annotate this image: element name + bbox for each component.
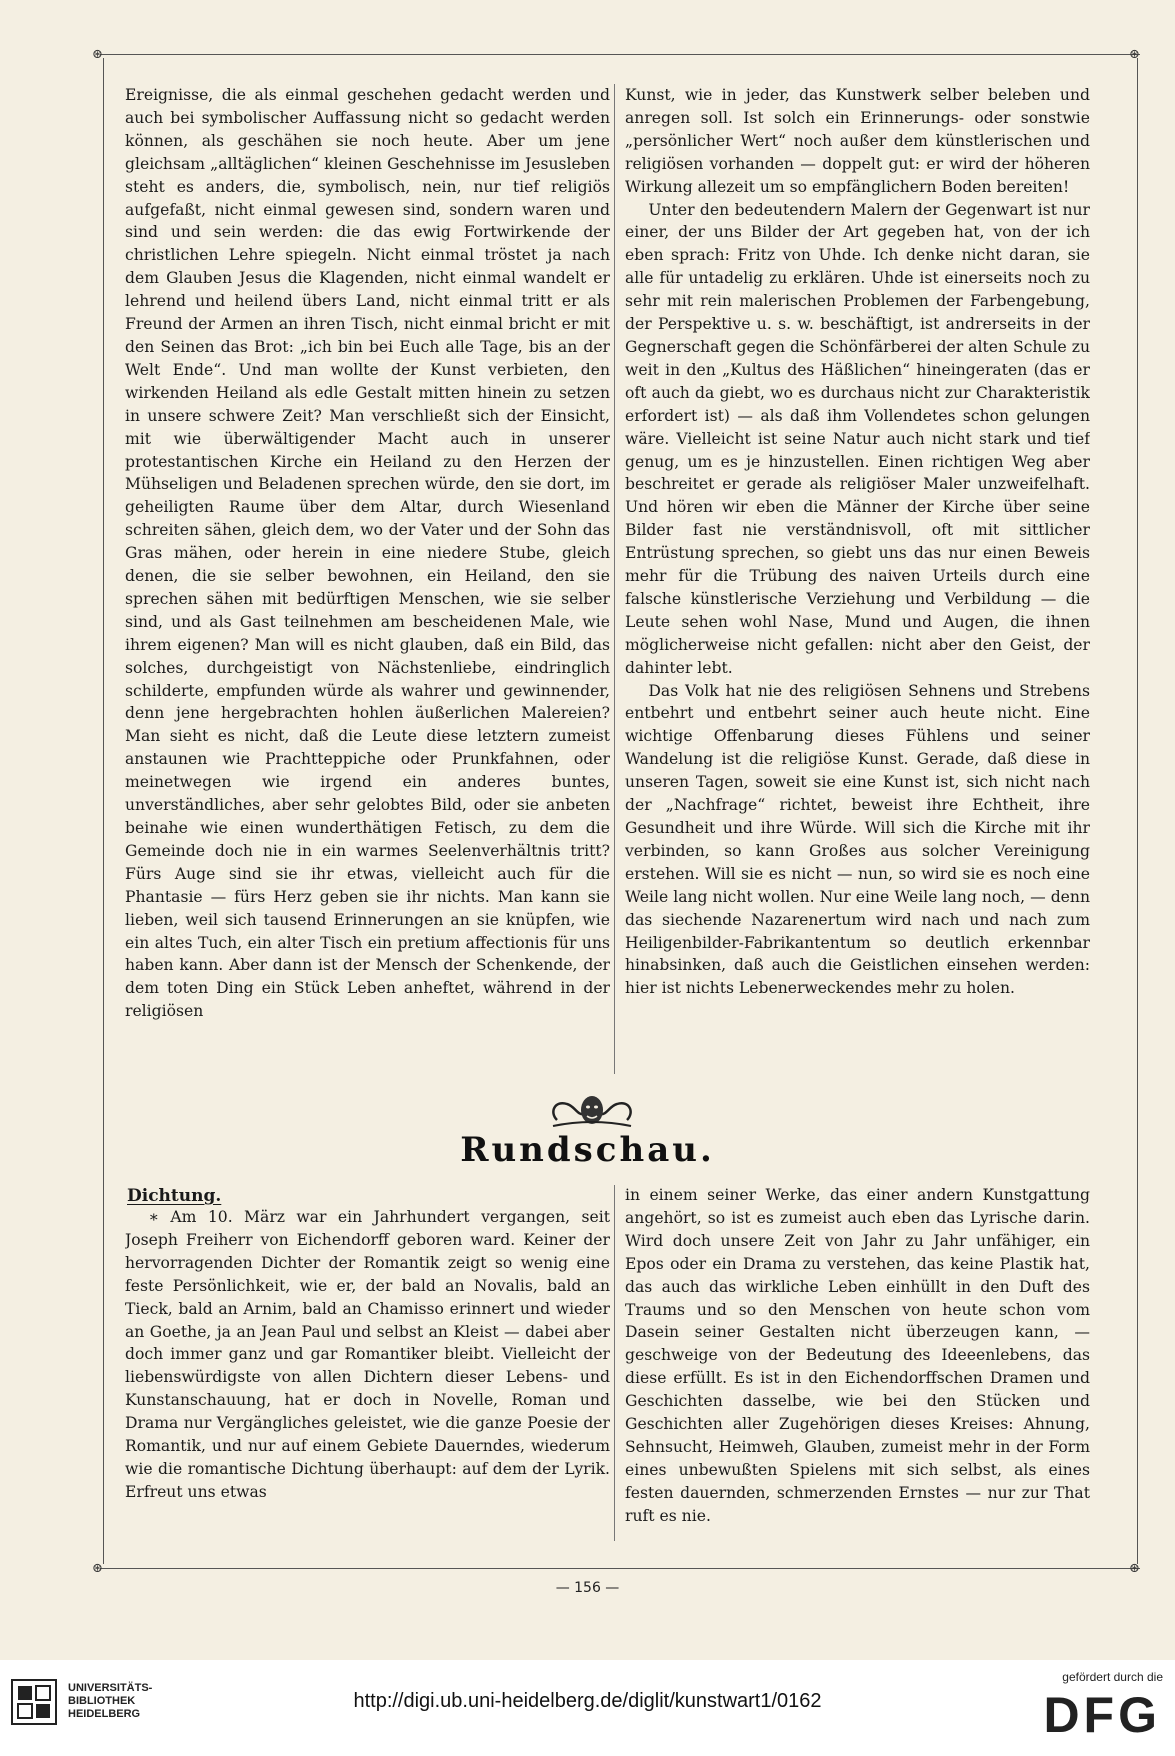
corner-ornament-icon: ⊛: [1129, 47, 1140, 62]
corner-ornament-icon: ⊛: [92, 47, 103, 62]
corner-ornament-icon: ⊛: [92, 1561, 103, 1576]
footer-bar: [0, 1660, 1175, 1756]
funding-label: gefördert durch die: [1062, 1670, 1163, 1684]
frame-right-rule: [1137, 58, 1138, 1564]
column-divider: [614, 84, 615, 1074]
paragraph: ∗ Am 10. März war ein Jahrhundert vergangen, seit Joseph Freiherr von Eichendorff geboren ward. Keiner der hervorragenden Dichter der Romantik zeigt so wenig eine feste Persönlichkeit, wie er, der bald an Novalis, bald an Tieck, bald an Arnim, bald an Chamisso erinnert und wieder an Goethe, ja an Jean Paul und selbst an Kleist — dabei aber doch immer ganz und gar Romantiker bleibt. Vielleicht der liebenswürdigste von allen Dichtern dieser Lebens- und Kunstanschauung, hat er doch in Novelle, Roman und Drama nur Vergängliches geleistet, wie die ganze Poesie der Romantik, und nur auf einem Gebiete Dauerndes, wiederum wie die romantische Dichtung überhaupt: auf dem der Lyrik. Erfreut uns etwas: [125, 1208, 610, 1501]
frame-top-rule: [100, 54, 1140, 55]
dfg-logo: DFG: [1043, 1687, 1161, 1743]
source-url[interactable]: http://digi.ub.uni-heidelberg.de/diglit/kunstwart1/0162: [353, 1690, 822, 1712]
subsection-title: Dichtung.: [127, 1186, 222, 1206]
paragraph: Ereignisse, die als einmal geschehen gedacht werden und auch bei symbolischer Auffassung nicht so gedacht werden können, als geschähen sie noch heute. Aber um jene gleichsam „alltäglichen“ kleinen Geschehnisse im Jesusleben steht es anders, die, symbolisch, nein, nur tief religiös aufgefaßt, nicht einmal gewesen sind, sondern waren und sind und sein werden: die das ewig Fortwirkende der christlichen Lehre spiegeln. Nicht einmal tröstet ja nach dem Glauben Jesus die Klagenden, nicht einmal wandelt er lehrend und heilend übers Land, nicht einmal tritt er als Freund der Armen an ihren Tisch, nicht einmal bricht er mit den Seinen das Brot: „ich bin bei Euch alle Tage, bis an der Welt Ende“. Und man wollte der Kunst verbieten, den wirkenden Heiland als edle Gestalt mitten hinein zu setzen in unsere schwere Zeit? Man verschließt sich der Einsicht, mit wie überwältigender Macht auch in unserer protestantischen Kirche ein Heiland zu den Herzen der Mühseligen und Beladenen sprechen würde, den sie dort, im geheiligten Raume über dem Altar, durch Wiesenland schreiten sähen, gleich dem, wo der Vater und der Sohn das Gras mähen, oder herein in eine niedere Stube, gleich denen, die sie selber bewohnen, ein Heiland, den sie sprechen sähen mit bedürftigen Menschen, wie sie selber sind, und als Gast teilnehmen am bescheidenen Male, wie ihrem eigenen? Man will es nicht glauben, daß ein Bild, das solches, durchgeistigt von Nächstenliebe, eindringlich schilderte, empfunden würde als wahrer und gewinnender, denn jene hergebrachten hohlen äußerlichen Malereien? Man sieht es nicht, daß die Leute diese letztern zumeist anstaunen wie Prachtteppiche oder Prunkfahnen, oder meinetwegen wie irgend ein anderes buntes, unverständliches, aber sehr gelobtes Bild, oder sie anbeten beinahe wie einen wunderthätigen Fetisch, zu dem die Gemeinde doch nie in ein warmes Seelenverhältnis tritt? Fürs Auge sind sie ihr etwas, vielleicht auch für die Phantasie — fürs Herz geben sie ihr nichts. Man kann sie lieben, weil sich tausend Erinnerungen an sie knüpfen, wie ein altes Tuch, ein alter Tisch ein pretium affectionis für uns haben kann. Aber dann ist der Mensch der Schenkende, der dem toten Ding ein Stück Leben anheftet, während in der religiösen: [125, 86, 610, 1021]
corner-ornament-icon: ⊛: [1129, 1561, 1140, 1576]
paragraph: in einem seiner Werke, das einer andern Kunstgattung angehört, so ist es zumeist auch eben das Lyrische darin. Wird doch unsere Zeit von Jahr zu Jahr unfähiger, ein Epos oder ein Drama zu verstehen, das keine Plastik hat, das auch das wirkliche Leben einhüllt in den Duft des Traums und so den Menschen von heute schon vom Dasein seiner Gestalten nicht überzeugen kann, — geschweige von der Bedeutung des Ideeenlebens, das diese erfüllt. Es ist in den Eichendorffschen Dramen und Geschichten dasselbe, wie bei den Stücken und Geschichten aller Zugehörigen dieses Kreises: Ahnung, Sehnsucht, Heimweh, Glauben, zumeist mehr in der Form eines unbewußten Spielens mit sich selbst, als eines festen dauernden, schmerzenden Ernstes — nur zur That ruft es nie.: [625, 1186, 1090, 1525]
column-divider: [614, 1185, 615, 1541]
mask-vignette-icon: [547, 1090, 637, 1132]
frame-left-rule: [103, 58, 104, 1564]
column-top-left: [125, 84, 610, 1078]
frame-bottom-rule: [100, 1568, 1140, 1569]
column-top-right: [625, 84, 1090, 1078]
university-line: HEIDELBERG: [68, 1708, 141, 1720]
column-bottom-left: [125, 1206, 610, 1546]
university-line: UNIVERSITÄTS-: [68, 1682, 153, 1694]
column-bottom-right: [625, 1184, 1090, 1546]
paragraph: Das Volk hat nie des religiösen Sehnens und Strebens entbehrt und entbehrt seiner auch heute nicht. Eine wichtige Offenbarung dieses Fühlens und seiner Wandelung ist die religiöse Kunst. Gerade, daß diese in unseren Tagen, soweit sie eine Kunst ist, sich nicht nach der „Nachfrage“ richtet, beweist ihre Echtheit, ihre Gesundheit und ihre Würde. Will sich die Kirche mit ihr verbinden, so kann Großes aus solcher Vereinigung erstehen. Will sie es nicht — nun, so wird sie es noch eine Weile lang nicht wollen. Nur eine Weile lang noch, — denn das siechende Nazarenertum wird nach und nach zum Heiligenbilder-Fabrikantentum so deutlich erkennbar hinabsinken, daß auch die Geistlichen einsehen werden: hier ist nichts Lebenerweckendes mehr zu holen.: [625, 681, 1090, 998]
section-title: Rundschau.: [460, 1130, 715, 1170]
paragraph: Unter den bedeutendern Malern der Gegenwart ist nur einer, der uns Bilder der Art gegeben hat, von der ich eben sprach: Fritz von Uhde. Ich denke nicht daran, sie alle für untadelig zu erklären. Uhde ist einerseits noch zu sehr mit rein malerischen Problemen der Farbengebung, der Perspektive u. s. w. beschäftigt, ist andrerseits in der Gegnerschaft gegen die Schönfärberei der alten Schule zu weit in den „Kultus des Häßlichen“ hineingeraten (das er oft auch da giebt, wo es durchaus nicht zur Charakteristik erfordert ist) — als daß ihm Vollendetes schon gelungen wäre. Vielleicht ist seine Natur auch nicht stark und tief genug, um es je hinzustellen. Einen richtigen Weg aber beschreitet er gerade als religiöser Maler unzweifelhaft. Und hören wir eben die Männer der Kirche über seine Bilder fast nie verständnisvoll, oft mit sittlicher Entrüstung sprechen, so giebt uns das nur einen Beweis mehr für die Trübung des naiven Urteils durch eine falsche künstlerische Verziehung und Verbildung — die Leute sehen wohl Nase, Mund und Augen, die ihnen möglicherweise nicht gefallen: nicht aber den Geist, der dahinter lebt.: [625, 200, 1090, 677]
page-number: — 156 —: [555, 1580, 620, 1596]
paragraph: Kunst, wie in jeder, das Kunstwerk selber beleben und anregen soll. Ist solch ein Erinnerungs- oder sonstwie „persönlicher Wert“ noch außer dem künstlerischen und religiösen vorhanden — doppelt gut: er wird der höheren Wirkung allezeit um so empfänglichern Boden bereiten!: [625, 86, 1090, 196]
university-line: BIBLIOTHEK: [68, 1695, 136, 1707]
